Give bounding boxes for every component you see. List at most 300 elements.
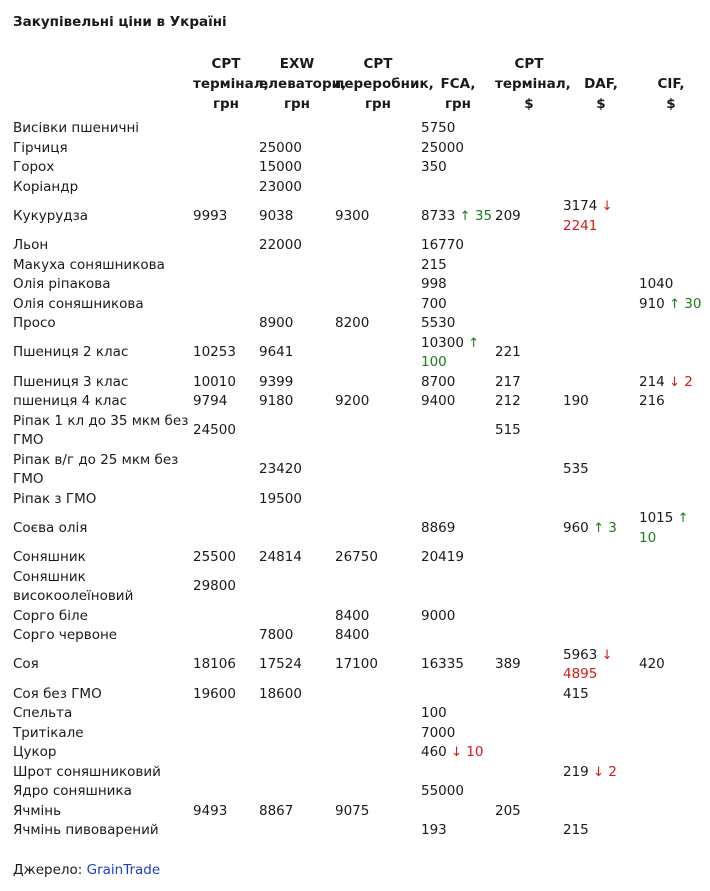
price-cell (335, 334, 421, 373)
price-cell (563, 607, 639, 627)
commodity-name: Соя (13, 656, 39, 673)
price-cell (563, 256, 639, 276)
price-cell: 212 (495, 393, 521, 409)
price-cell: 350 (421, 159, 447, 175)
commodity-name: Ячмінь (13, 802, 62, 819)
price-cell: 515 (495, 422, 521, 439)
arrow-down-icon: ↓ (601, 199, 613, 214)
change-value: 2 (684, 373, 693, 390)
price-cell (335, 295, 421, 315)
change-value: 10 (639, 529, 657, 546)
table-row (13, 704, 703, 724)
price-cell (193, 178, 259, 198)
price-cell: 8400 (335, 607, 370, 624)
price-cell (639, 490, 703, 510)
price-cell: 9400 (421, 393, 456, 409)
price-cell: 389 (495, 656, 521, 673)
price-cell: 100 (421, 705, 447, 721)
price-cell (335, 763, 421, 783)
price-cell (421, 197, 495, 236)
table-row (13, 158, 703, 178)
price-value: 1015 (639, 510, 674, 526)
price-cell (259, 782, 335, 802)
price-cell (193, 295, 259, 315)
price-cell: 700 (421, 295, 447, 312)
price-cell (563, 295, 639, 315)
price-cell (259, 821, 335, 841)
arrow-down-icon: ↓ (593, 764, 604, 780)
commodity-name: Ріпак з ГМО (13, 490, 97, 507)
price-cell: 55000 (421, 783, 464, 799)
price-cell (193, 158, 259, 178)
price-cell: 9993 (193, 207, 228, 224)
price-cell (193, 314, 259, 334)
table-row (13, 782, 703, 802)
column-header: CPT термінал, грн (193, 56, 269, 112)
price-cell: 9399 (259, 373, 294, 390)
price-value: 460 (421, 744, 447, 760)
price-cell (335, 158, 421, 178)
price-cell (193, 509, 259, 548)
price-cell (495, 256, 563, 276)
price-cell (193, 275, 259, 295)
column-header: CPT переробник, грн (335, 56, 434, 112)
price-cell (639, 373, 703, 393)
price-cell (259, 568, 335, 607)
change-value: 4895 (563, 666, 598, 682)
commodity-name: Шрот соняшниковий (13, 763, 161, 780)
price-cell (495, 178, 563, 198)
table-row (13, 743, 703, 763)
price-cell (335, 412, 421, 451)
price-cell (335, 451, 421, 490)
table-row (13, 236, 703, 256)
price-cell (563, 724, 639, 744)
price-cell (639, 743, 703, 763)
price-change (460, 208, 492, 224)
price-change (593, 520, 617, 536)
table-row (13, 314, 703, 334)
arrow-down-icon: ↓ (451, 745, 462, 760)
source-link[interactable]: GrainTrade (86, 862, 161, 878)
commodity-name: Спельта (13, 705, 73, 721)
price-cell (495, 743, 563, 763)
commodity-name: Сорго біле (13, 607, 88, 624)
price-cell (335, 685, 421, 705)
price-cell: 19500 (259, 490, 302, 507)
price-cell (639, 782, 703, 802)
price-cell (495, 139, 563, 159)
price-cell: 9794 (193, 393, 228, 409)
table-row (13, 490, 703, 510)
table-row (13, 821, 703, 841)
price-table (13, 54, 703, 841)
price-cell (335, 821, 421, 841)
price-cell (639, 802, 703, 822)
price-cell: 415 (563, 685, 589, 702)
price-cell (335, 373, 421, 393)
price-cell (193, 626, 259, 646)
price-cell: 8400 (335, 627, 370, 643)
price-value: 214 (639, 373, 665, 390)
commodity-name: Кукурудза (13, 207, 89, 224)
price-cell (421, 802, 495, 822)
price-cell (563, 646, 639, 685)
price-cell (193, 236, 259, 256)
change-value: 35 (474, 207, 493, 224)
price-cell (421, 334, 495, 373)
arrow-up-icon: ↑ (468, 335, 480, 351)
price-cell: 9641 (259, 344, 294, 361)
commodity-name: Ріпак 1 кл до 35 мкм без ГМО (13, 412, 189, 448)
arrow-up-icon: ↑ (677, 511, 689, 526)
price-cell (421, 626, 495, 646)
price-cell: 24814 (259, 549, 302, 565)
price-cell (639, 197, 703, 236)
price-cell (639, 412, 703, 451)
price-cell: 8867 (259, 802, 294, 819)
table-row (13, 626, 703, 646)
arrow-up-icon: ↑ (669, 296, 680, 312)
price-cell (495, 548, 563, 568)
table-row (13, 139, 703, 159)
price-value: 8733 (421, 207, 456, 224)
price-cell: 998 (421, 276, 447, 292)
price-cell (495, 763, 563, 783)
price-cell: 193 (421, 822, 447, 838)
price-change (593, 764, 617, 780)
table-row (13, 295, 703, 315)
price-cell (639, 314, 703, 334)
price-cell (639, 763, 703, 783)
price-cell (563, 197, 639, 236)
table-row (13, 607, 703, 627)
price-cell (495, 509, 563, 548)
price-cell (421, 490, 495, 510)
column-header: CIF, $ (657, 76, 685, 112)
price-cell (563, 782, 639, 802)
price-cell (421, 685, 495, 705)
price-cell (193, 704, 259, 724)
price-cell: 17100 (335, 656, 378, 673)
price-cell (335, 275, 421, 295)
price-cell: 17524 (259, 656, 302, 673)
price-cell (639, 626, 703, 646)
price-cell: 10253 (193, 344, 236, 361)
commodity-name: Олія соняшникова (13, 295, 144, 312)
price-cell (495, 236, 563, 256)
price-cell: 8869 (421, 519, 456, 536)
commodity-name: пшениця 4 клас (13, 393, 128, 409)
price-cell (193, 490, 259, 510)
price-cell: 19600 (193, 685, 236, 702)
price-cell (495, 451, 563, 490)
price-cell (495, 158, 563, 178)
price-cell (639, 704, 703, 724)
table-row (13, 451, 703, 490)
price-cell (495, 626, 563, 646)
table-body (13, 119, 703, 841)
commodity-name: Гірчиця (13, 139, 68, 156)
price-cell (421, 178, 495, 198)
price-cell (495, 314, 563, 334)
price-cell (639, 568, 703, 607)
price-cell: 24500 (193, 422, 236, 439)
price-cell (421, 412, 495, 451)
price-cell: 9493 (193, 802, 228, 819)
price-cell (639, 158, 703, 178)
price-cell: 8900 (259, 315, 294, 331)
price-cell (421, 451, 495, 490)
column-header: EXW елеватори, грн (259, 56, 347, 112)
price-cell (639, 607, 703, 627)
source-label: Джерело: (13, 862, 83, 878)
price-cell (193, 782, 259, 802)
commodity-name: Соняшник (13, 549, 86, 565)
price-cell: 29800 (193, 578, 236, 595)
commodity-name: Ріпак в/г до 25 мкм без ГМО (13, 451, 179, 487)
price-cell (495, 821, 563, 841)
price-cell: 209 (495, 207, 521, 224)
change-value: 100 (421, 354, 447, 370)
price-cell: 23000 (259, 178, 302, 195)
price-cell: 16335 (421, 656, 464, 673)
price-cell: 9180 (259, 393, 294, 409)
price-cell (335, 704, 421, 724)
price-cell (563, 178, 639, 198)
table-row (13, 763, 703, 783)
price-cell (259, 763, 335, 783)
price-value: 960 (563, 519, 589, 536)
price-cell: 9075 (335, 802, 370, 819)
price-cell (639, 139, 703, 159)
price-cell (563, 158, 639, 178)
price-cell: 221 (495, 344, 521, 361)
price-cell (563, 119, 639, 139)
price-cell: 9000 (421, 607, 456, 624)
commodity-name: Пшениця 3 клас (13, 373, 129, 390)
change-value: 2 (608, 763, 617, 780)
price-value: 5963 (563, 646, 598, 663)
price-cell (639, 451, 703, 490)
price-cell (639, 685, 703, 705)
table-row (13, 275, 703, 295)
price-cell: 205 (495, 802, 521, 819)
price-cell (563, 802, 639, 822)
price-cell (421, 568, 495, 607)
table-row (13, 197, 703, 236)
price-change (451, 744, 483, 760)
change-value: 3 (608, 519, 617, 536)
price-cell (495, 782, 563, 802)
price-cell (495, 275, 563, 295)
price-cell (563, 490, 639, 510)
commodity-name: Льон (13, 237, 49, 253)
price-cell: 5530 (421, 315, 456, 331)
price-cell: 18106 (193, 656, 236, 673)
price-cell (639, 821, 703, 841)
price-cell (563, 626, 639, 646)
price-cell (421, 763, 495, 783)
commodity-name: Соя без ГМО (13, 685, 102, 702)
price-cell (495, 568, 563, 607)
price-cell (259, 275, 335, 295)
price-cell: 25500 (193, 549, 236, 565)
table-row (13, 802, 703, 822)
price-cell (335, 509, 421, 548)
source-line (13, 862, 160, 878)
price-cell: 15000 (259, 159, 302, 175)
price-cell (193, 139, 259, 159)
price-cell (639, 548, 703, 568)
price-cell (193, 256, 259, 276)
price-cell (421, 743, 495, 763)
price-cell (639, 509, 703, 548)
table-row (13, 392, 703, 412)
arrow-down-icon: ↓ (601, 647, 613, 663)
price-cell (335, 724, 421, 744)
price-cell (563, 509, 639, 548)
price-cell (639, 256, 703, 276)
price-cell (495, 685, 563, 705)
price-cell (193, 743, 259, 763)
price-cell: 22000 (259, 237, 302, 253)
price-cell: 420 (639, 656, 665, 673)
price-cell: 5750 (421, 120, 456, 136)
price-cell (563, 236, 639, 256)
price-cell (259, 295, 335, 315)
price-cell (495, 119, 563, 139)
arrow-up-icon: ↑ (593, 520, 604, 536)
price-cell (335, 178, 421, 198)
price-value: 3174 (563, 198, 598, 214)
price-cell: 20419 (421, 549, 464, 565)
price-cell (639, 295, 703, 315)
table-row (13, 412, 703, 451)
price-cell (639, 236, 703, 256)
price-change (669, 296, 701, 312)
price-cell (193, 451, 259, 490)
price-cell: 215 (563, 822, 589, 838)
price-cell: 535 (563, 461, 589, 478)
price-cell (259, 119, 335, 139)
commodity-name: Коріандр (13, 178, 79, 195)
price-value: 219 (563, 763, 589, 780)
price-change (669, 374, 693, 390)
price-cell (335, 139, 421, 159)
table-row (13, 256, 703, 276)
price-cell: 216 (639, 393, 665, 409)
price-cell (639, 178, 703, 198)
table-header-row (13, 54, 703, 119)
column-header: DAF, $ (584, 76, 618, 112)
price-cell: 1040 (639, 276, 674, 292)
price-cell (259, 256, 335, 276)
price-cell: 16770 (421, 237, 464, 253)
price-cell (335, 236, 421, 256)
price-cell (495, 295, 563, 315)
price-cell: 7000 (421, 724, 456, 741)
commodity-name: Цукор (13, 744, 57, 760)
table-row (13, 568, 703, 607)
price-value: 910 (639, 295, 665, 312)
price-cell (563, 275, 639, 295)
page-title: Закупівельні ціни в Україні (13, 14, 227, 30)
price-cell (563, 743, 639, 763)
price-cell: 23420 (259, 461, 302, 478)
price-cell: 10010 (193, 373, 236, 390)
commodity-name: Соєва олія (13, 519, 88, 536)
commodity-name: Горох (13, 159, 55, 175)
price-cell (563, 763, 639, 783)
change-value: 2241 (563, 217, 598, 234)
commodity-name: Пшениця 2 клас (13, 344, 129, 361)
commodity-name: Ядро соняшника (13, 783, 132, 799)
price-cell (193, 119, 259, 139)
price-cell (193, 821, 259, 841)
price-cell: 25000 (259, 139, 302, 156)
column-header (13, 54, 193, 119)
commodity-name: Тритікале (13, 724, 84, 741)
price-cell (335, 743, 421, 763)
price-cell (193, 724, 259, 744)
price-cell: 190 (563, 393, 589, 409)
table-row (13, 178, 703, 198)
price-cell (259, 743, 335, 763)
price-cell (335, 490, 421, 510)
price-cell (193, 607, 259, 627)
price-cell: 26750 (335, 549, 378, 565)
price-cell: 8700 (421, 373, 456, 390)
price-cell: 215 (421, 256, 447, 273)
table-row (13, 646, 703, 685)
price-cell (563, 704, 639, 724)
price-cell (335, 119, 421, 139)
price-cell: 9300 (335, 207, 370, 224)
price-cell (335, 568, 421, 607)
table-row (13, 685, 703, 705)
commodity-name: Соняшник високоолеїновий (13, 568, 134, 604)
price-cell: 8200 (335, 315, 370, 331)
arrow-down-icon: ↓ (669, 374, 680, 390)
table-row (13, 334, 703, 373)
column-header: FCA, грн (440, 76, 476, 112)
price-cell (495, 724, 563, 744)
price-cell (563, 373, 639, 393)
commodity-name: Просо (13, 315, 56, 331)
price-cell: 9038 (259, 207, 294, 224)
price-cell: 217 (495, 373, 521, 390)
price-cell: 9200 (335, 393, 370, 409)
price-cell (259, 509, 335, 548)
table-row (13, 548, 703, 568)
price-cell: 7800 (259, 627, 294, 643)
price-cell (495, 607, 563, 627)
price-cell (335, 256, 421, 276)
commodity-name: Висівки пшеничні (13, 120, 140, 136)
price-cell (259, 724, 335, 744)
table-row (13, 119, 703, 139)
price-cell (193, 763, 259, 783)
change-value: 30 (684, 295, 702, 312)
commodity-name: Макуха соняшникова (13, 256, 165, 273)
price-value: 10300 (421, 334, 464, 351)
price-cell (639, 724, 703, 744)
table-row (13, 373, 703, 393)
price-cell (495, 490, 563, 510)
price-cell (495, 704, 563, 724)
price-cell: 18600 (259, 685, 302, 702)
